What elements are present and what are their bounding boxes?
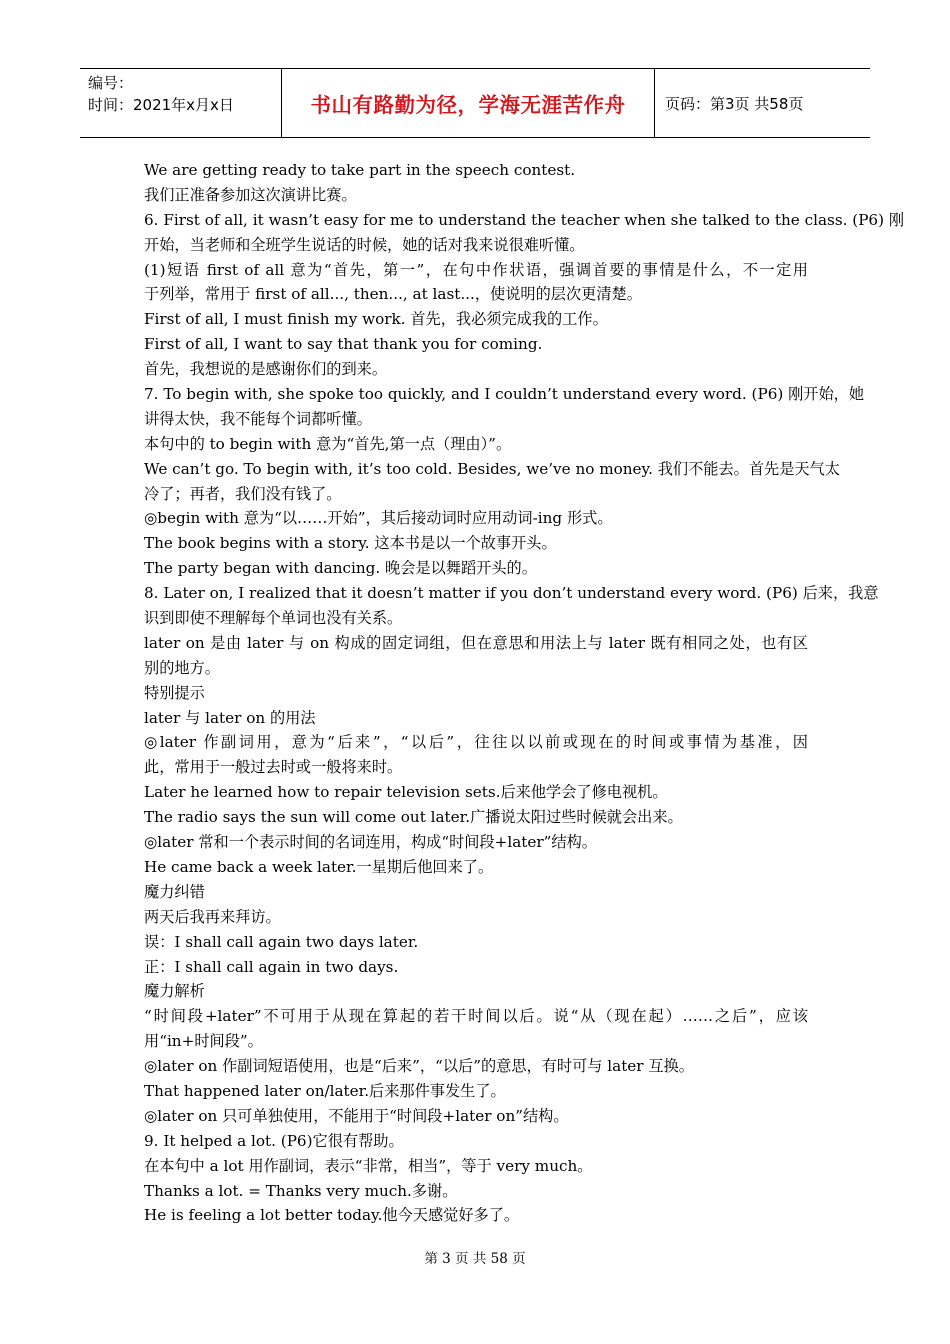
text-line: 用“in+时间段”。	[144, 1032, 263, 1051]
page-header	[80, 68, 870, 138]
text-line: ◎later 作副词用，意为“后来”，“以后”，往往以以前或现在的时间或事情为基准，因	[144, 733, 808, 752]
text-line: Thanks a lot. = Thanks very much.多谢。	[144, 1181, 458, 1200]
header-page-info: 页码：第3页 共58页	[665, 94, 804, 113]
text-line: Later he learned how to repair television sets.后来他学会了修电视机。	[144, 783, 668, 802]
section-heading: 魔力解析	[144, 982, 205, 1001]
text-line: 6. First of all, it wasn’t easy for me to understand the teacher when she talked to the class. (P6) 刚	[144, 210, 905, 229]
text-line: later 与 later on 的用法	[144, 708, 316, 727]
text-line: First of all, I want to say that thank you for coming.	[144, 335, 543, 354]
header-meta	[80, 69, 282, 137]
text-line: (1)短语 first of all 意为“首先，第一”，在句中作状语，强调首要的事情是什么，不一定用	[144, 260, 808, 279]
header-motto: 书山有路勤为径，学海无涯苦作舟	[282, 69, 655, 137]
text-line: 首先，我想说的是感谢你们的到来。	[144, 360, 387, 379]
text-line: ◎later on 作副词短语使用，也是“后来”，“以后”的意思，有时可与 later 互换。	[144, 1057, 694, 1076]
text-line: The radio says the sun will come out later.广播说太阳过些时候就会出来。	[144, 808, 683, 827]
section-heading: 特别提示	[144, 683, 205, 702]
text-line: That happened later on/later.后来那件事发生了。	[144, 1081, 506, 1100]
text-line: 误：I shall call again two days later.	[144, 932, 419, 951]
text-line: 本句中的 to begin with 意为“首先,第一点（理由）”。	[144, 434, 512, 453]
section-heading: 魔力纠错	[144, 882, 205, 901]
text-line: 8. Later on, I realized that it doesn’t matter if you don’t understand every word. (P6) 后来，我意	[144, 584, 879, 603]
text-line: 于列举，常用于 first of all..., then..., at last...，使说明的层次更清楚。	[144, 285, 642, 304]
text-line: The book begins with a story. 这本书是以一个故事开头。	[144, 534, 557, 553]
text-line: ◎later on 只可单独使用，不能用于“时间段+later on”结构。	[144, 1106, 569, 1125]
text-line: 别的地方。	[144, 658, 220, 677]
text-line: ◎begin with 意为“以……开始”，其后接动词时应用动词-ing 形式。	[144, 509, 613, 528]
text-line: 我们正准备参加这次演讲比赛。	[144, 185, 357, 204]
text-line: The party began with dancing. 晚会是以舞蹈开头的。	[144, 559, 537, 578]
text-line: 开始，当老师和全班学生说话的时候，她的话对我来说很难听懂。	[144, 235, 585, 254]
time-label: 时间：2021年x月x日	[88, 96, 234, 114]
text-line: 冷了；再者，我们没有钱了。	[144, 484, 342, 503]
text-line: 两天后我再来拜访。	[144, 907, 281, 926]
text-line: He is feeling a lot better today.他今天感觉好多了。	[144, 1206, 520, 1225]
document-body	[144, 158, 905, 1228]
text-line: ◎later 常和一个表示时间的名词连用，构成“时间段+later”结构。	[144, 833, 597, 852]
text-line: “时间段+later”不可用于从现在算起的若干时间以后。说“从（现在起）……之后”，应该	[144, 1007, 808, 1026]
text-line: We are getting ready to take part in the speech contest.	[144, 161, 576, 179]
text-line: First of all, I must finish my work. 首先，我必须完成我的工作。	[144, 310, 608, 329]
text-line: We can’t go. To begin with, it’s too cold. Besides, we’ve no money. 我们不能去。首先是天气太	[144, 459, 840, 478]
text-line: 讲得太快，我不能每个词都听懂。	[144, 409, 372, 428]
serial-label: 编号：	[88, 74, 134, 92]
text-line: later on 是由 later 与 on 构成的固定词组，但在意思和用法上与 later 既有相同之处，也有区	[144, 633, 808, 652]
text-line: 识到即使不理解每个单词也没有关系。	[144, 609, 403, 628]
page-footer: 第 3 页 共 58 页	[424, 1251, 526, 1267]
text-line: 7. To begin with, she spoke too quickly, and I couldn’t understand every word. (P6) 刚开始，她	[144, 385, 865, 404]
text-line: 此，常用于一般过去时或一般将来时。	[144, 758, 403, 777]
text-line: 9. It helped a lot. (P6)它很有帮助。	[144, 1131, 404, 1150]
text-line: He came back a week later.一星期后他回来了。	[144, 857, 494, 876]
text-line: 正：I shall call again in two days.	[144, 957, 399, 976]
text-line: 在本句中 a lot 用作副词，表示“非常，相当”，等于 very much。	[144, 1156, 593, 1175]
